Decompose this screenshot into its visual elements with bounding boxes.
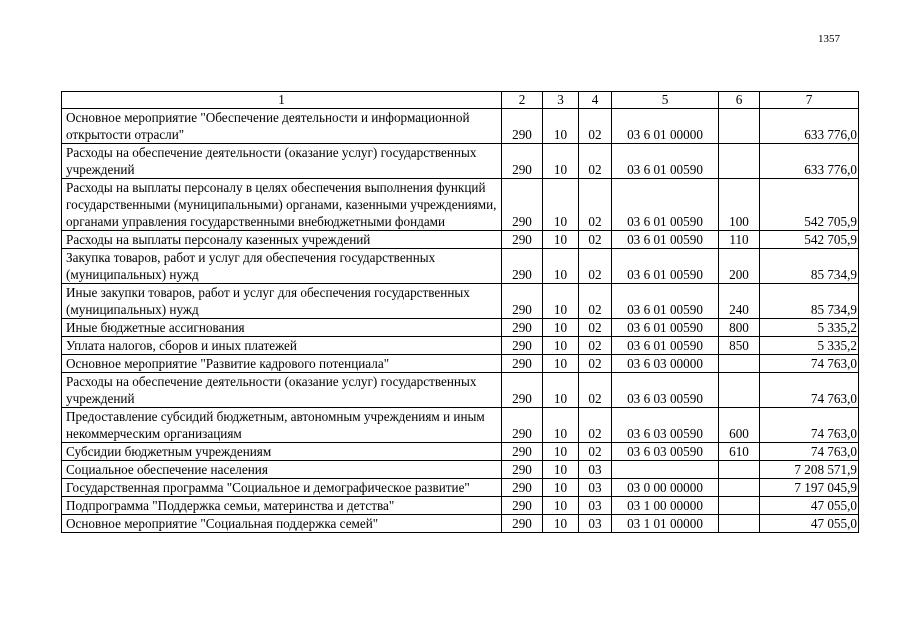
row-code-cell: 290 (502, 109, 543, 144)
header-cell-6: 6 (719, 92, 760, 109)
row-section-cell: 10 (543, 355, 579, 373)
row-expense-type-cell (719, 497, 760, 515)
table-row (62, 144, 859, 179)
row-expense-type-cell (719, 144, 760, 179)
row-name-cell: Расходы на обеспечение деятельности (оказание услуг) государственных учреждений (62, 373, 502, 408)
row-expense-type-cell (719, 373, 760, 408)
row-expense-type-cell (719, 515, 760, 533)
row-section-cell: 10 (543, 337, 579, 355)
row-code-cell: 290 (502, 179, 543, 231)
row-subsection-cell: 02 (579, 284, 612, 319)
row-code-cell: 290 (502, 144, 543, 179)
row-code-cell: 290 (502, 497, 543, 515)
row-section-cell: 10 (543, 249, 579, 284)
row-target-item-cell: 03 6 01 00590 (612, 284, 719, 319)
row-subsection-cell: 03 (579, 497, 612, 515)
row-section-cell: 10 (543, 231, 579, 249)
row-amount-cell: 5 335,2 (760, 319, 859, 337)
row-name-cell: Основное мероприятие "Развитие кадрового потенциала" (62, 355, 502, 373)
table-row (62, 373, 859, 408)
row-name-cell: Иные закупки товаров, работ и услуг для обеспечения государственных (муниципальных) нужд (62, 284, 502, 319)
row-amount-cell: 7 208 571,9 (760, 461, 859, 479)
row-amount-cell: 74 763,0 (760, 408, 859, 443)
row-expense-type-cell (719, 355, 760, 373)
row-expense-type-cell: 240 (719, 284, 760, 319)
row-subsection-cell: 02 (579, 355, 612, 373)
row-target-item-cell: 03 6 03 00590 (612, 408, 719, 443)
row-amount-cell: 5 335,2 (760, 337, 859, 355)
table-body (62, 92, 859, 533)
page-number: 1357 (818, 33, 840, 45)
row-subsection-cell: 02 (579, 249, 612, 284)
row-code-cell: 290 (502, 284, 543, 319)
row-subsection-cell: 02 (579, 373, 612, 408)
row-target-item-cell: 03 6 01 00590 (612, 144, 719, 179)
row-code-cell: 290 (502, 461, 543, 479)
table-row (62, 231, 859, 249)
row-expense-type-cell (719, 109, 760, 144)
row-amount-cell: 7 197 045,9 (760, 479, 859, 497)
row-code-cell: 290 (502, 515, 543, 533)
row-target-item-cell: 03 6 01 00000 (612, 109, 719, 144)
row-target-item-cell: 03 6 01 00590 (612, 231, 719, 249)
row-code-cell: 290 (502, 373, 543, 408)
row-expense-type-cell: 100 (719, 179, 760, 231)
table-row (62, 284, 859, 319)
row-expense-type-cell: 800 (719, 319, 760, 337)
row-amount-cell: 85 734,9 (760, 249, 859, 284)
row-subsection-cell: 02 (579, 408, 612, 443)
row-amount-cell: 74 763,0 (760, 373, 859, 408)
table-row (62, 249, 859, 284)
row-amount-cell: 633 776,0 (760, 109, 859, 144)
table-row (62, 497, 859, 515)
row-expense-type-cell (719, 461, 760, 479)
row-section-cell: 10 (543, 408, 579, 443)
header-row (62, 92, 859, 109)
row-target-item-cell: 03 6 01 00590 (612, 319, 719, 337)
row-target-item-cell: 03 6 03 00000 (612, 355, 719, 373)
row-expense-type-cell: 610 (719, 443, 760, 461)
row-amount-cell: 542 705,9 (760, 179, 859, 231)
row-target-item-cell: 03 6 03 00590 (612, 443, 719, 461)
row-section-cell: 10 (543, 497, 579, 515)
row-subsection-cell: 02 (579, 443, 612, 461)
header-cell-4: 4 (579, 92, 612, 109)
row-amount-cell: 47 055,0 (760, 497, 859, 515)
row-name-cell: Подпрограмма "Поддержка семьи, материнства и детства" (62, 497, 502, 515)
row-section-cell: 10 (543, 515, 579, 533)
row-code-cell: 290 (502, 319, 543, 337)
row-section-cell: 10 (543, 461, 579, 479)
row-amount-cell: 85 734,9 (760, 284, 859, 319)
table-row (62, 515, 859, 533)
row-target-item-cell: 03 6 01 00590 (612, 249, 719, 284)
table-row (62, 337, 859, 355)
table-row (62, 461, 859, 479)
row-section-cell: 10 (543, 319, 579, 337)
row-section-cell: 10 (543, 144, 579, 179)
row-subsection-cell: 02 (579, 231, 612, 249)
row-subsection-cell: 02 (579, 337, 612, 355)
row-section-cell: 10 (543, 109, 579, 144)
row-name-cell: Социальное обеспечение населения (62, 461, 502, 479)
row-name-cell: Предоставление субсидий бюджетным, автономным учреждениям и иным некоммерческим организациям (62, 408, 502, 443)
row-amount-cell: 542 705,9 (760, 231, 859, 249)
header-cell-7: 7 (760, 92, 859, 109)
row-target-item-cell: 03 6 01 00590 (612, 179, 719, 231)
table-row (62, 109, 859, 144)
row-name-cell: Расходы на выплаты персоналу казенных учреждений (62, 231, 502, 249)
header-cell-5: 5 (612, 92, 719, 109)
table-row (62, 319, 859, 337)
header-cell-2: 2 (502, 92, 543, 109)
row-expense-type-cell (719, 479, 760, 497)
header-cell-1: 1 (62, 92, 502, 109)
row-subsection-cell: 02 (579, 144, 612, 179)
row-section-cell: 10 (543, 284, 579, 319)
row-code-cell: 290 (502, 355, 543, 373)
row-subsection-cell: 03 (579, 479, 612, 497)
row-name-cell: Основное мероприятие "Социальная поддержка семей" (62, 515, 502, 533)
row-subsection-cell: 02 (579, 179, 612, 231)
row-expense-type-cell: 850 (719, 337, 760, 355)
row-subsection-cell: 03 (579, 515, 612, 533)
row-name-cell: Расходы на выплаты персоналу в целях обеспечения выполнения функций государственными (муниципальными) органами, казенными учреждениями, органами управления государственными внебюджетными фондами (62, 179, 502, 231)
budget-table (61, 91, 859, 533)
row-target-item-cell: 03 1 00 00000 (612, 497, 719, 515)
row-name-cell: Основное мероприятие "Обеспечение деятельности и информационной открытости отрасли" (62, 109, 502, 144)
row-section-cell: 10 (543, 443, 579, 461)
row-target-item-cell: 03 0 00 00000 (612, 479, 719, 497)
row-expense-type-cell: 110 (719, 231, 760, 249)
row-subsection-cell: 03 (579, 461, 612, 479)
row-code-cell: 290 (502, 443, 543, 461)
table-row (62, 443, 859, 461)
table-row (62, 479, 859, 497)
row-name-cell: Государственная программа "Социальное и демографическое развитие" (62, 479, 502, 497)
row-code-cell: 290 (502, 231, 543, 249)
row-amount-cell: 47 055,0 (760, 515, 859, 533)
row-name-cell: Закупка товаров, работ и услуг для обеспечения государственных (муниципальных) нужд (62, 249, 502, 284)
row-name-cell: Расходы на обеспечение деятельности (оказание услуг) государственных учреждений (62, 144, 502, 179)
row-section-cell: 10 (543, 373, 579, 408)
row-section-cell: 10 (543, 479, 579, 497)
row-target-item-cell (612, 461, 719, 479)
row-target-item-cell: 03 1 01 00000 (612, 515, 719, 533)
row-name-cell: Субсидии бюджетным учреждениям (62, 443, 502, 461)
row-amount-cell: 633 776,0 (760, 144, 859, 179)
row-target-item-cell: 03 6 01 00590 (612, 337, 719, 355)
row-expense-type-cell: 600 (719, 408, 760, 443)
row-amount-cell: 74 763,0 (760, 443, 859, 461)
row-section-cell: 10 (543, 179, 579, 231)
row-code-cell: 290 (502, 408, 543, 443)
header-cell-3: 3 (543, 92, 579, 109)
row-name-cell: Уплата налогов, сборов и иных платежей (62, 337, 502, 355)
row-subsection-cell: 02 (579, 109, 612, 144)
row-code-cell: 290 (502, 337, 543, 355)
table-row (62, 179, 859, 231)
row-code-cell: 290 (502, 479, 543, 497)
row-name-cell: Иные бюджетные ассигнования (62, 319, 502, 337)
table-row (62, 355, 859, 373)
row-code-cell: 290 (502, 249, 543, 284)
table-row (62, 408, 859, 443)
row-amount-cell: 74 763,0 (760, 355, 859, 373)
row-subsection-cell: 02 (579, 319, 612, 337)
row-target-item-cell: 03 6 03 00590 (612, 373, 719, 408)
row-expense-type-cell: 200 (719, 249, 760, 284)
